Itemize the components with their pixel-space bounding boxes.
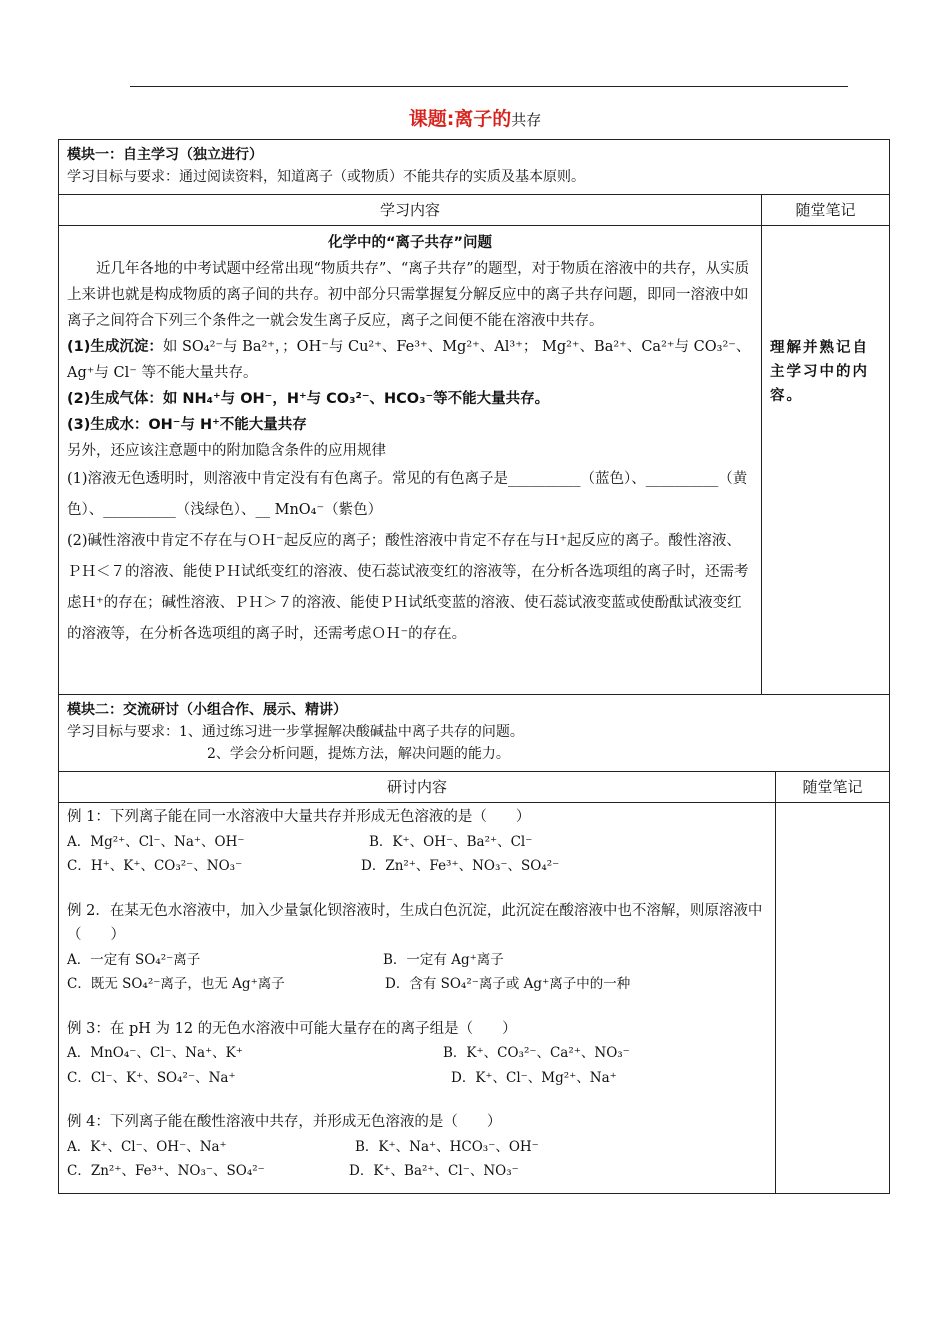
example-4 [67, 1110, 767, 1184]
notes-cell: 理解并熟记自主学习中的内容。 [770, 340, 869, 404]
title-red: 课题:离子的 [408, 108, 512, 130]
module1-header [58, 139, 890, 194]
option-b: B．K⁺、OH⁻、Ba²⁺、Cl⁻ [369, 833, 533, 850]
option-b: B．K⁺、Na⁺、HCO₃⁻、OH⁻ [355, 1138, 539, 1155]
discussion-content [59, 803, 776, 1193]
option-c: C．既无 SO₄²⁻离子，也无 Ag⁺离子 [67, 976, 285, 992]
module1-goal: 学习目标与要求：通过阅读资料，知道离子（或物质）不能共存的实质及基本原则。 [67, 169, 585, 185]
section-subtitle: 化学中的“离子共存”问题 [327, 235, 493, 251]
option-b: B．一定有 Ag⁺离子 [383, 951, 504, 968]
module1-column-headers [58, 194, 890, 225]
module2-heading: 模块二：交流研讨（小组合作、展示、精讲） [67, 702, 347, 718]
module2-body [58, 802, 890, 1194]
example-question: 例 1：下列离子能在同一水溶液中大量共存并形成无色溶液的是（ ） [67, 809, 531, 825]
col-content-header: 学习内容 [59, 195, 762, 225]
condition-precipitate: (1)生成沉淀：如 SO₄²⁻与 Ba²⁺，；OH⁻与 Cu²⁺、Fe³⁺、Mg²⁺、Al³⁺； Mg²⁺、Ba²⁺、Ca²⁺与 CO₃²⁻、Ag⁺与 Cl⁻ 等不能大量共存。 [67, 339, 751, 381]
option-d: D．Zn²⁺、Fe³⁺、NO₃⁻、SO₄²⁻ [361, 858, 560, 874]
intro-paragraph: 近几年各地的中考试题中经常出现“物质共存”、“离子共存”的题型，对于物质在溶液中的共存，从实质上来讲也就是构成物质的离子间的共存。初中部分只需掌握复分解反应中的离子共存问题，即同一溶液中如离子之间符合下列三个条件之一就会发生离子反应，离子之间便不能在溶液中共存。 [67, 261, 750, 329]
example-3 [67, 1017, 767, 1091]
module1-body [58, 225, 890, 694]
hidden-conditions: 另外，还应该注意题中的附加隐含条件的应用规律 [67, 443, 386, 459]
option-d: D．含有 SO₄²⁻离子或 Ag⁺离子中的一种 [385, 976, 631, 992]
worksheet [58, 139, 890, 1194]
page-title [0, 104, 950, 131]
module2-goal-1: 学习目标与要求：1、通过练习进一步掌握解决酸碱盐中离子共存的问题。 [67, 724, 524, 740]
option-b: B．K⁺、CO₃²⁻、Ca²⁺、NO₃⁻ [443, 1045, 630, 1061]
module2-column-headers [58, 771, 890, 802]
example-question: 例 3：在 pH 为 12 的无色水溶液中可能大量存在的离子组是（ ） [67, 1020, 517, 1037]
option-c: C．Cl⁻、K⁺、SO₄²⁻、Na⁺ [67, 1069, 236, 1086]
condition-gas: (2)生成气体：如 NH₄⁺与 OH⁻，H⁺与 CO₃²⁻、HCO₃⁻等不能大量共存。 [67, 391, 550, 407]
module2-header [58, 694, 890, 771]
col-notes-header: 随堂笔记 [795, 201, 856, 219]
option-a: A．一定有 SO₄²⁻离子 [67, 951, 201, 968]
option-a: A．K⁺、Cl⁻、OH⁻、Na⁺ [67, 1138, 227, 1155]
example-1 [67, 805, 767, 879]
col-discussion-header: 研讨内容 [59, 772, 776, 802]
option-a: A．Mg²⁺、Cl⁻、Na⁺、OH⁻ [67, 833, 245, 850]
colorless-rule: (1)溶液无色透明时，则溶液中肯定没有有色离子。常见的有色离子是__________（蓝色）、__________（黄色）、__________（浅绿色）、__ MnO₄⁻（紫色） [67, 471, 748, 518]
option-c: C．Zn²⁺、Fe³⁺、NO₃⁻、SO₄²⁻ [67, 1163, 265, 1179]
title-black: 共存 [511, 111, 542, 129]
option-d: D．K⁺、Ba²⁺、Cl⁻、NO₃⁻ [349, 1163, 519, 1179]
study-content [59, 226, 762, 694]
example-question: 例 2．在某无色水溶液中，加入少量氯化钡溶液时，生成白色沉淀，此沉淀在酸溶液中也不溶解，则原溶液中（ ） [67, 902, 763, 943]
col-notes-header-2: 随堂笔记 [802, 778, 863, 796]
condition-water: (3)生成水：OH⁻与 H⁺不能大量共存 [67, 417, 307, 433]
option-a: A．MnO₄⁻、Cl⁻、Na⁺、K⁺ [67, 1045, 243, 1061]
notes-cell-2 [776, 803, 889, 1193]
module2-goal-2: 2、学会分析问题，提炼方法，解决问题的能力。 [207, 746, 510, 762]
example-2 [67, 899, 767, 997]
example-question: 例 4：下列离子能在酸性溶液中共存，并形成无色溶液的是（ ） [67, 1114, 502, 1130]
module1-heading: 模块一：自主学习（独立进行） [67, 147, 263, 163]
header-rule [130, 86, 848, 87]
acid-base-rule: (2)碱性溶液中肯定不存在与ＯＨ⁻起反应的离子；酸性溶液中肯定不存在与Ｈ⁺起反应的离子。酸性溶液、ＰＨ＜７的溶液、能使ＰＨ试纸变红的溶液、使石蕊试液变红的溶液等，在分析各选项组的离子时，还需考虑Ｈ⁺的存在；碱性溶液、ＰＨ＞７的溶液、能使ＰＨ试纸变蓝的溶液、使石蕊试液变蓝或使酚酞试液变红的溶液等，在分析各选项组的离子时，还需考虑ＯＨ⁻的存在。 [67, 533, 749, 642]
option-c: C．H⁺、K⁺、CO₃²⁻、NO₃⁻ [67, 858, 243, 874]
option-d: D．K⁺、Cl⁻、Mg²⁺、Na⁺ [451, 1069, 617, 1086]
